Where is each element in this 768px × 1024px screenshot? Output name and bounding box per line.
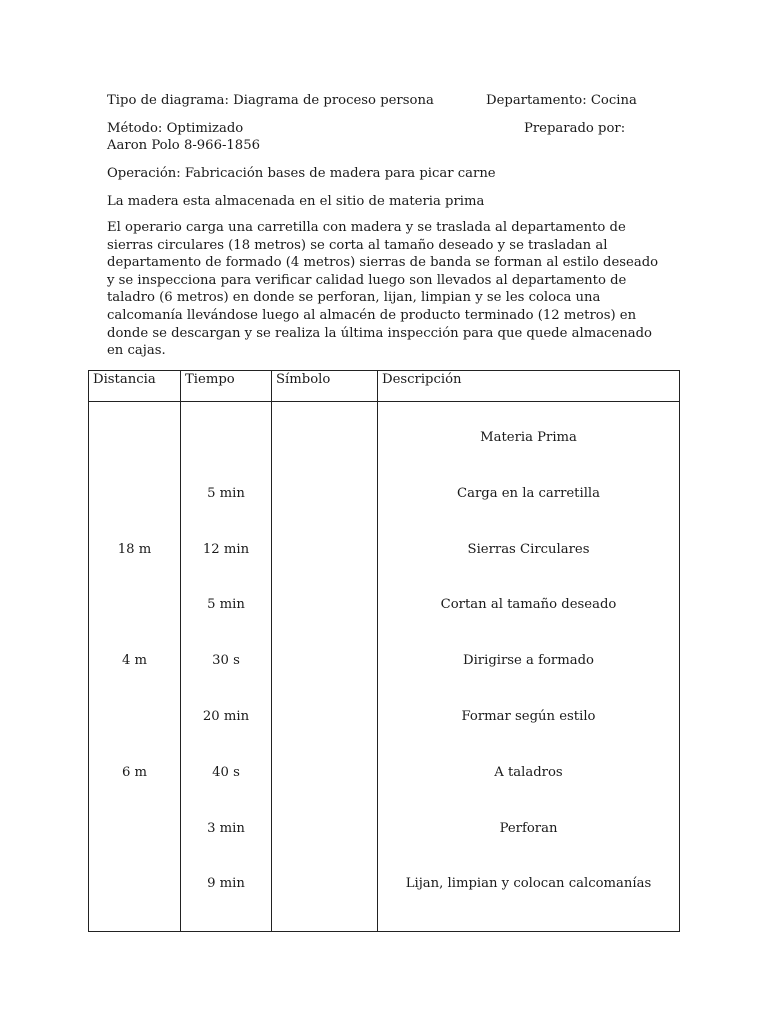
header-distancia: Distancia [89,371,181,402]
descripcion-cell: Dirigirse a formado [463,653,594,669]
descripcion-cell: Materia Prima [480,430,577,445]
diagram-type: Tipo de diagrama: Diagrama de proceso persona [107,93,434,108]
descripcion-cell: Perforan [499,820,558,836]
distancia-cell: 6 m [121,764,148,780]
descripcion-cell: A taladros [494,764,563,780]
descripcion-cell: Carga en la carretilla [457,485,600,501]
tiempo-cell: 40 s [212,764,240,780]
table-body-row [89,402,680,932]
storage-note: La madera esta almacenada en el sitio de materia prima [107,194,485,209]
description-line: departamento de formado (4 metros) sierras de banda se forman al estilo deseado [107,255,659,271]
description-line: y se inspecciona para verificar calidad luego son llevados al departamento de [107,272,627,288]
process-table [88,370,680,932]
tiempo-cell: 12 min [202,541,250,557]
tiempo-cell: 3 min [207,820,245,836]
operation: Operación: Fabricación bases de madera para picar carne [107,166,496,181]
description-line: taladro (6 metros) en donde se perforan, lijan, limpian y se les coloca una [107,290,601,306]
description-line: El operario carga una carretilla con madera y se traslada al departamento de [107,220,626,235]
tiempo-cell: 5 min [207,485,245,501]
descripcion-cell: Lijan, limpian y colocan calcomanías [405,876,652,892]
table-header-row [89,371,680,402]
descripcion-cell: Cortan al tamaño deseado [440,597,617,613]
description-line: sierras circulares (18 metros) se corta al tamaño deseado y se trasladan al [107,237,608,253]
header-simbolo: Símbolo [272,371,378,402]
author: Aaron Polo 8-966-1856 [107,138,260,153]
tiempo-cell: 5 min [207,597,245,613]
tiempo-cell: 9 min [207,876,245,892]
descripcion-cell: Sierras Circulares [467,541,590,557]
simbolo-column [272,402,378,932]
tiempo-column [181,402,272,932]
method: Método: Optimizado [107,121,244,136]
process-description [107,219,667,360]
tiempo-cell: 20 min [202,709,250,724]
description-line: en cajas. [107,343,166,359]
distancia-cell: 4 m [121,653,148,669]
distancia-column [89,402,181,932]
header-tiempo: Tiempo [181,371,272,402]
prepared-by: Preparado por: [524,121,626,136]
descripcion-column [378,402,680,932]
descripcion-cell: Formar según estilo [461,709,596,724]
description-line: donde se descargan y se realiza la última inspección para que quede almacenado [107,325,652,341]
header-descripcion: Descripción [378,371,680,402]
description-line: calcomanía llevándose luego al almacén de producto terminado (12 metros) en [107,307,637,323]
department: Departamento: Cocina [486,93,637,108]
distancia-cell: 18 m [117,541,152,557]
tiempo-cell: 30 s [212,653,240,669]
